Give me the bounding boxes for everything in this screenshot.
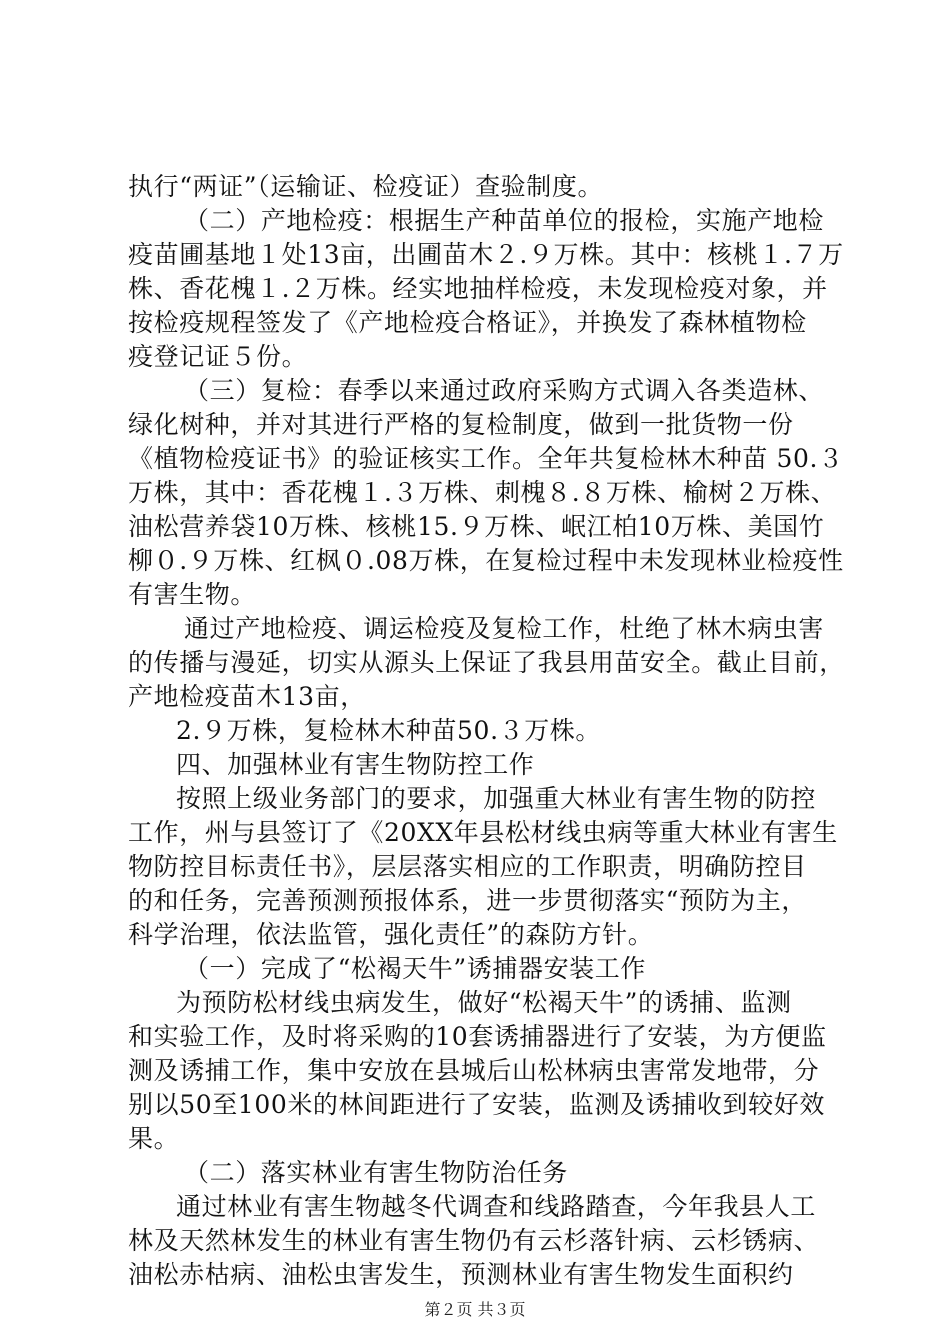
text-line: 按检疫规程签发了《产地检疫合格证》，并换发了森林植物检 [128, 308, 807, 337]
text-line: 疫登记证５份。 [128, 342, 308, 371]
text-line: 油松营养袋10万株、核桃15.９万株、岷江柏10万株、美国竹 [128, 512, 825, 541]
page-footer: 第２页 共３页 [424, 1300, 526, 1319]
text-line: 工作，州与县签订了《20XX年县松材线虫病等重大林业有害生 [128, 818, 838, 847]
subsection-heading: （二）落实林业有害生物防治任务 [184, 1158, 569, 1187]
text-line: 油松赤枯病、油松虫害发生，预测林业有害生物发生面积约 [128, 1260, 794, 1289]
text-line: 为预防松材线虫病发生，做好“松褐天牛”的诱捕、监测 [176, 988, 792, 1017]
section-heading: 四、加强林业有害生物防控工作 [176, 750, 535, 779]
text-line: 别以50至100米的林间距进行了安装，监测及诱捕收到较好效 [128, 1090, 825, 1119]
text-line: 果。 [128, 1124, 180, 1153]
text-line: 按照上级业务部门的要求，加强重大林业有害生物的防控 [176, 784, 817, 813]
text-line: 的和任务，完善预测预报体系，进一步贯彻落实“预防为主， [128, 886, 807, 915]
text-line: 万株，其中：香花槐１.３万株、刺槐８.８万株、榆树２万株、 [128, 478, 837, 507]
text-line: 林及天然林发生的林业有害生物仍有云杉落针病、云杉锈病、 [128, 1226, 820, 1255]
text-line: 2.９万株，复检林木种苗50.３万株。 [176, 716, 602, 745]
text-line: 的传播与漫延，切实从源头上保证了我县用苗安全。截止目前， [128, 648, 845, 677]
text-line: 疫苗圃基地１处13亩，出圃苗木２.９万株。其中：核桃１.７万 [128, 240, 844, 269]
text-line: （二）产地检疫：根据生产种苗单位的报检，实施产地检 [184, 206, 825, 235]
text-line: 测及诱捕工作，集中安放在县城后山松林病虫害常发地带，分 [128, 1056, 820, 1085]
text-line: 产地检疫苗木13亩， [128, 682, 366, 711]
text-line: 科学治理，依法监管，强化责任”的森防方针。 [128, 920, 654, 949]
text-line: 株、香花槐１.２万株。经实地抽样检疫，未发现检疫对象，并 [128, 274, 828, 303]
text-line: 有害生物。 [128, 580, 257, 609]
text-line: 物防控目标责任书》，层层落实相应的工作职责，明确防控目 [128, 852, 807, 881]
text-line: 绿化树种，并对其进行严格的复检制度，做到一批货物一份 [128, 410, 794, 439]
text-line: 通过产地检疫、调运检疫及复检工作，杜绝了林木病虫害 [184, 614, 825, 643]
text-line: 柳０.９万株、红枫０.08万株，在复检过程中未发现林业检疫性 [128, 546, 844, 575]
text-line: 通过林业有害生物越冬代调查和线路踏查，今年我县人工 [176, 1192, 817, 1221]
subsection-heading: （一）完成了“松褐天牛”诱捕器安装工作 [184, 954, 646, 983]
text-line: 执行“两证”（运输证、检疫证）查验制度。 [128, 172, 604, 201]
text-line: 和实验工作，及时将采购的10套诱捕器进行了安装，为方便监 [128, 1022, 827, 1051]
text-line: （三）复检：春季以来通过政府采购方式调入各类造林、 [184, 376, 825, 405]
text-line: 《植物检疫证书》的验证核实工作。全年共复检林木种苗 50.３ [128, 444, 844, 473]
